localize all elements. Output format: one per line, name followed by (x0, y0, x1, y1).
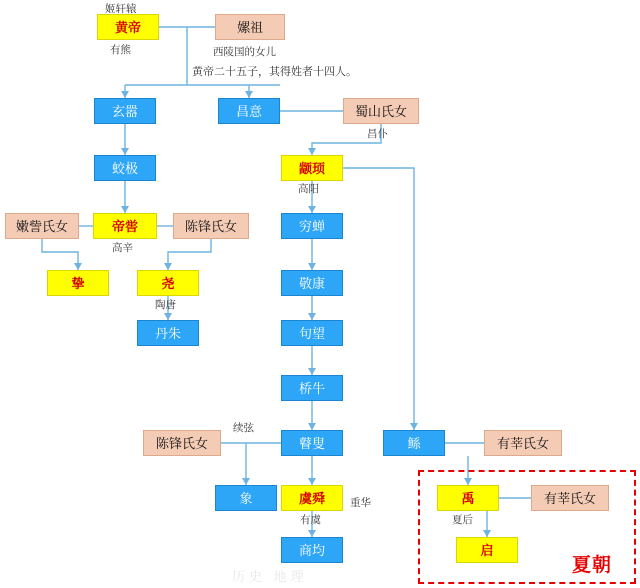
node-label: 瞽叟 (298, 435, 325, 451)
node-label: 蛟极 (111, 160, 138, 176)
node-label: 虞舜 (298, 490, 325, 506)
node-label: 有莘氏女 (496, 435, 549, 451)
node-label: 蜀山氏女 (354, 103, 407, 119)
note-jixuanyuan: 姬轩辕 (105, 3, 137, 15)
node-changyi[interactable] (218, 98, 280, 124)
node-label: 帝喾 (111, 218, 138, 234)
node-shangjun[interactable] (281, 537, 343, 563)
node-xiang[interactable] (215, 485, 277, 511)
node-gusou[interactable] (281, 430, 343, 456)
node-label: 句望 (298, 325, 325, 341)
node-nvchang-shinv[interactable] (5, 213, 79, 239)
watermark: 历史 地理 (232, 569, 308, 584)
node-label: 有莘氏女 (543, 490, 596, 506)
node-chenfeng-shinv-2[interactable] (143, 430, 221, 456)
node-label: 鲧 (407, 435, 421, 451)
node-label: 敬康 (298, 275, 325, 291)
node-label: 昌意 (235, 103, 262, 119)
node-label: 商均 (298, 542, 325, 558)
node-yushun[interactable] (281, 485, 343, 511)
node-shushan-shinv[interactable] (343, 98, 419, 124)
node-xuanxiao[interactable] (94, 98, 156, 124)
node-yu[interactable] (437, 485, 499, 511)
note-xuxian: 续弦 (233, 422, 254, 434)
node-leizu[interactable] (215, 14, 285, 40)
note-xiahou: 夏后 (452, 514, 473, 526)
node-zhi[interactable] (47, 270, 109, 296)
node-label: 嫩訾氏女 (15, 218, 68, 234)
node-gun[interactable] (383, 430, 445, 456)
node-yao[interactable] (137, 270, 199, 296)
node-label: 陈锋氏女 (155, 435, 208, 451)
note-gaoyang: 高阳 (298, 183, 319, 195)
node-qiongchan[interactable] (281, 213, 343, 239)
node-huangdi[interactable] (97, 14, 159, 40)
node-label: 穷蝉 (298, 218, 325, 234)
node-label: 挚 (71, 275, 85, 291)
note-youxiong: 有熊 (110, 44, 131, 56)
note-huangdi-sons: 黄帝二十五子，其得姓者十四人。 (192, 66, 357, 78)
node-label: 禹 (461, 490, 475, 506)
node-label: 玄嚣 (111, 103, 138, 119)
node-label: 桥牛 (298, 380, 325, 396)
note-gaoxin: 高辛 (112, 242, 133, 254)
node-label: 黄帝 (114, 19, 141, 35)
node-danzhu[interactable] (137, 320, 199, 346)
node-label: 尧 (161, 275, 175, 291)
node-qiaoniu[interactable] (281, 375, 343, 401)
note-chonghua: 重华 (350, 497, 371, 509)
node-label: 颛顼 (298, 160, 325, 176)
node-label: 象 (239, 490, 253, 506)
node-jingkang[interactable] (281, 270, 343, 296)
node-youxin-shinv-1[interactable] (484, 430, 562, 456)
node-label: 丹朱 (154, 325, 181, 341)
node-label: 陈锋氏女 (184, 218, 237, 234)
node-qi[interactable] (456, 537, 518, 563)
note-changpu: 昌仆 (367, 128, 388, 140)
note-xilingguo: 西陵国的女儿 (213, 46, 276, 58)
note-taotang: 陶唐 (155, 299, 176, 311)
note-youyu: 有虞 (300, 514, 321, 526)
node-label: 嫘祖 (236, 19, 263, 35)
node-label: 启 (480, 542, 494, 558)
node-jvwang[interactable] (281, 320, 343, 346)
node-diku[interactable] (93, 213, 157, 239)
dynasty-label-xia: 夏朝 (572, 555, 613, 576)
node-zhuanxu[interactable] (281, 155, 343, 181)
node-youxin-shinv-2[interactable] (531, 485, 609, 511)
node-jiaoji[interactable] (94, 155, 156, 181)
node-chenfeng-shinv-1[interactable] (173, 213, 249, 239)
